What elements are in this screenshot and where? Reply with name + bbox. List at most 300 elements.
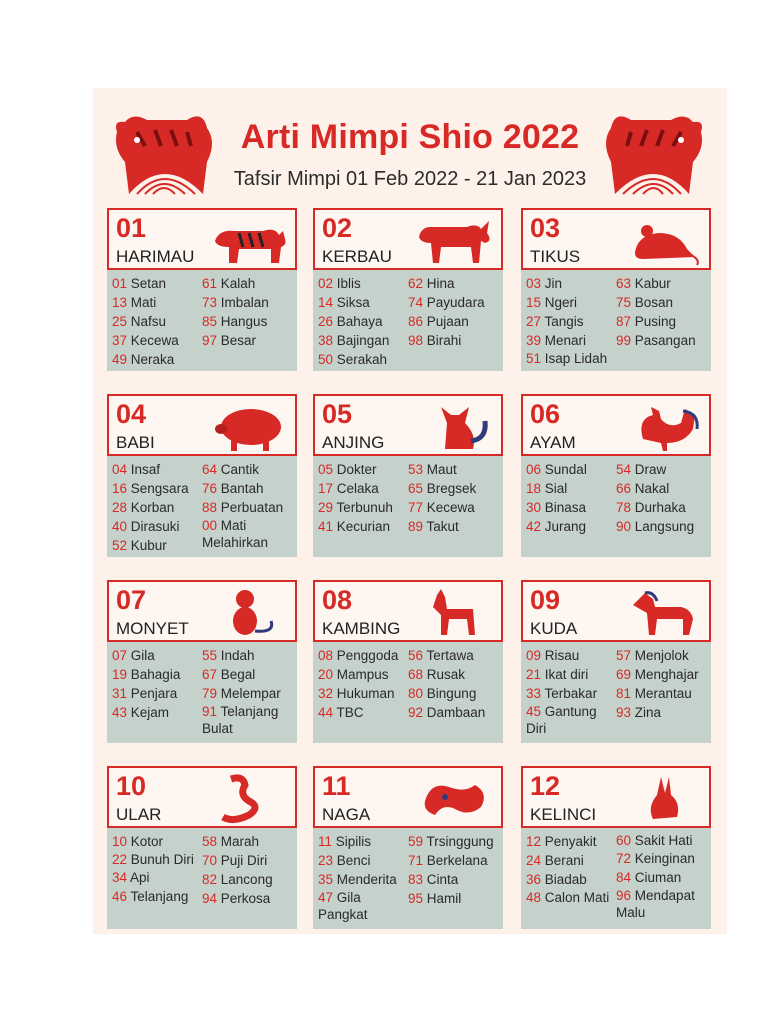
dream-number: 04: [112, 462, 128, 477]
dream-number: 09: [526, 648, 542, 663]
dream-meaning: Keinginan: [631, 851, 695, 866]
number-meaning-item: [408, 517, 476, 536]
shio-card-kelinci: [521, 766, 711, 929]
number-meaning-item: [616, 312, 696, 331]
shio-name: MONYET: [116, 619, 189, 638]
number-meaning-item: [616, 517, 694, 536]
dream-number: 25: [112, 314, 128, 329]
number-column-right: [202, 274, 269, 350]
number-meaning-item: [526, 870, 618, 889]
dream-number: 14: [318, 295, 334, 310]
dream-number: 91: [202, 704, 218, 719]
number-meaning-item: [408, 889, 494, 908]
number-meaning-item: [112, 646, 180, 665]
number-meaning-item: [616, 832, 708, 849]
number-meaning-item: [318, 665, 398, 684]
dream-meaning: Binasa: [541, 500, 587, 515]
number-meaning-item: [318, 293, 389, 312]
dream-number: 16: [112, 481, 128, 496]
shio-number: 02: [322, 213, 353, 243]
number-meaning-item: [616, 479, 694, 498]
dream-meaning: Durhaka: [631, 500, 686, 515]
dream-meaning: Zina: [631, 705, 662, 720]
card-header: [313, 766, 503, 828]
dream-number: 75: [616, 295, 632, 310]
shio-number: 07: [116, 585, 147, 615]
card-header: [107, 208, 297, 270]
dream-number: 13: [112, 295, 128, 310]
dream-meaning: Biadab: [541, 872, 587, 887]
dream-number: 51: [526, 351, 542, 366]
dream-meaning: Hukuman: [333, 686, 395, 701]
dream-number: 06: [526, 462, 542, 477]
dream-number: 57: [616, 648, 632, 663]
dream-meaning: Tertawa: [423, 648, 474, 663]
dream-meaning: Kabur: [631, 276, 671, 291]
dream-number: 18: [526, 481, 542, 496]
number-meaning-item: [408, 498, 476, 517]
number-meaning-item: [616, 274, 696, 293]
number-meaning-item: [318, 312, 389, 331]
dream-meaning: Bantah: [217, 481, 264, 496]
dream-number: 85: [202, 314, 218, 329]
number-meaning-item: [318, 703, 398, 722]
number-meaning-item: [616, 868, 708, 887]
card-body: [313, 456, 503, 557]
shio-name: BABI: [116, 433, 155, 452]
dream-meaning: Hamil: [423, 891, 462, 906]
number-meaning-item: [616, 684, 699, 703]
shio-number: 08: [322, 585, 353, 615]
number-meaning-item: [616, 460, 694, 479]
number-meaning-item: [318, 832, 410, 851]
shio-name: NAGA: [322, 805, 371, 824]
card-header: [521, 766, 711, 828]
dream-number: 76: [202, 481, 218, 496]
dream-meaning: Lancong: [217, 872, 273, 887]
number-meaning-item: [202, 331, 269, 350]
number-meaning-item: [526, 684, 618, 703]
dream-number: 95: [408, 891, 424, 906]
shio-number: 06: [530, 399, 561, 429]
dream-meaning: Telanjang Bulat: [202, 704, 279, 736]
dream-number: 81: [616, 686, 632, 701]
card-body: [313, 642, 503, 743]
number-column-left: [526, 832, 618, 906]
dream-meaning: Berkelana: [423, 853, 488, 868]
monkey-icon: [209, 585, 289, 639]
dream-number: 69: [616, 667, 632, 682]
dream-meaning: Ikat diri: [541, 667, 589, 682]
number-meaning-item: [616, 498, 694, 517]
dream-meaning: Tangis: [541, 314, 584, 329]
dream-meaning: Kejam: [127, 705, 170, 720]
number-meaning-item: [318, 870, 410, 889]
dream-meaning: Begal: [217, 667, 256, 682]
dream-number: 19: [112, 667, 128, 682]
number-column-right: [616, 832, 708, 921]
shio-number: 01: [116, 213, 147, 243]
number-meaning-item: [526, 703, 618, 737]
dream-number: 96: [616, 888, 632, 903]
pig-icon: [209, 399, 289, 453]
dream-meaning: Sundal: [541, 462, 587, 477]
dream-meaning: Bahagia: [127, 667, 181, 682]
dream-meaning: Isap Lidah: [541, 351, 608, 366]
dream-meaning: Serakah: [333, 352, 388, 367]
dream-meaning: Sengsara: [127, 481, 189, 496]
card-body: [521, 642, 711, 743]
dream-number: 58: [202, 834, 218, 849]
dream-meaning: Jin: [541, 276, 563, 291]
dream-meaning: Bosan: [631, 295, 674, 310]
dream-meaning: Api: [127, 870, 150, 885]
dream-number: 36: [526, 872, 542, 887]
shio-card-kambing: [313, 580, 503, 743]
dream-number: 27: [526, 314, 542, 329]
shio-number: 09: [530, 585, 561, 615]
dream-number: 82: [202, 872, 218, 887]
dream-meaning: Benci: [333, 853, 371, 868]
dream-number: 45: [526, 704, 542, 719]
number-meaning-item: [318, 517, 393, 536]
shio-card-ular: [107, 766, 297, 929]
number-meaning-item: [526, 331, 618, 350]
dream-number: 72: [616, 851, 632, 866]
number-meaning-item: [318, 331, 389, 350]
dream-number: 66: [616, 481, 632, 496]
dream-number: 24: [526, 853, 542, 868]
number-column-right: [616, 460, 694, 536]
dream-number: 28: [112, 500, 128, 515]
number-meaning-item: [526, 665, 618, 684]
number-meaning-item: [202, 274, 269, 293]
number-meaning-item: [526, 274, 618, 293]
number-meaning-item: [526, 832, 618, 851]
dream-meaning: Kotor: [127, 834, 164, 849]
dream-number: 33: [526, 686, 542, 701]
card-header: [521, 580, 711, 642]
rooster-icon: [623, 399, 703, 453]
number-column-left: [526, 274, 618, 367]
number-column-right: [616, 274, 696, 350]
number-column-left: [112, 832, 204, 906]
number-column-left: [318, 832, 410, 923]
number-column-left: [318, 646, 398, 722]
dream-number: 02: [318, 276, 334, 291]
dream-number: 79: [202, 686, 218, 701]
dream-meaning: Hangus: [217, 314, 268, 329]
number-meaning-item: [408, 331, 485, 350]
dream-meaning: Mati Melahirkan: [202, 518, 269, 550]
number-meaning-item: [112, 293, 179, 312]
dream-meaning: Indah: [217, 648, 255, 663]
dream-meaning: Pusing: [631, 314, 677, 329]
dream-meaning: Ngeri: [541, 295, 578, 310]
dream-number: 10: [112, 834, 128, 849]
dream-meaning: Birahi: [423, 333, 462, 348]
dream-meaning: Korban: [127, 500, 175, 515]
shio-name: KAMBING: [322, 619, 401, 638]
dream-number: 31: [112, 686, 128, 701]
number-meaning-item: [408, 851, 494, 870]
shio-name: ULAR: [116, 805, 162, 824]
dream-meaning: Sipilis: [332, 834, 372, 849]
dream-meaning: Penyakit: [541, 834, 597, 849]
number-meaning-item: [318, 851, 410, 870]
dream-meaning: Perbuatan: [217, 500, 284, 515]
number-column-right: [408, 646, 485, 722]
dream-number: 92: [408, 705, 424, 720]
dream-number: 49: [112, 352, 128, 367]
shio-card-monyet: [107, 580, 297, 743]
dream-meaning: Neraka: [127, 352, 175, 367]
dream-number: 90: [616, 519, 632, 534]
dream-meaning: Payudara: [423, 295, 485, 310]
dream-number: 46: [112, 889, 128, 904]
dream-number: 48: [526, 890, 542, 905]
number-meaning-item: [526, 517, 587, 536]
dream-meaning: Maut: [423, 462, 457, 477]
dream-meaning: Cinta: [423, 872, 459, 887]
shio-card-anjing: [313, 394, 503, 557]
dream-number: 44: [318, 705, 334, 720]
dream-meaning: Mati: [127, 295, 157, 310]
horse-icon: [623, 585, 703, 639]
dream-number: 61: [202, 276, 218, 291]
number-meaning-item: [112, 665, 180, 684]
dream-meaning: Merantau: [631, 686, 692, 701]
shio-card-harimau: [107, 208, 297, 371]
number-meaning-item: [318, 460, 393, 479]
dream-meaning: Besar: [217, 333, 257, 348]
dream-number: 32: [318, 686, 334, 701]
number-meaning-item: [112, 517, 189, 536]
number-meaning-item: [526, 479, 587, 498]
number-column-right: [408, 832, 494, 908]
number-meaning-item: [616, 646, 699, 665]
dream-number: 38: [318, 333, 334, 348]
number-meaning-item: [318, 684, 398, 703]
dream-number: 07: [112, 648, 128, 663]
dream-meaning: Penggoda: [333, 648, 399, 663]
dream-number: 99: [616, 333, 632, 348]
number-column-left: [526, 460, 587, 536]
dream-number: 11: [318, 834, 333, 849]
number-column-right: [408, 460, 476, 536]
page-title: Arti Mimpi Shio 2022: [240, 118, 580, 156]
number-meaning-item: [318, 889, 410, 923]
number-meaning-item: [408, 274, 485, 293]
dream-number: 15: [526, 295, 542, 310]
number-meaning-item: [202, 684, 294, 703]
shio-number: 04: [116, 399, 147, 429]
number-meaning-item: [318, 479, 393, 498]
number-meaning-item: [318, 498, 393, 517]
dream-number: 98: [408, 333, 424, 348]
number-column-left: [318, 274, 389, 369]
dream-meaning: Menjolok: [631, 648, 689, 663]
dream-meaning: Gantung Diri: [526, 704, 597, 736]
card-header: [107, 580, 297, 642]
dream-number: 70: [202, 853, 218, 868]
dream-number: 35: [318, 872, 334, 887]
shio-card-babi: [107, 394, 297, 557]
dream-meaning: Melempar: [217, 686, 281, 701]
dream-number: 68: [408, 667, 424, 682]
dream-meaning: Bunuh Diri: [127, 852, 194, 867]
dream-number: 30: [526, 500, 542, 515]
dream-meaning: Gila Pangkat: [318, 890, 368, 922]
shio-name: KELINCI: [530, 805, 597, 824]
number-column-left: [526, 646, 618, 737]
dream-meaning: Kecewa: [127, 333, 179, 348]
shio-number: 12: [530, 771, 561, 801]
dream-number: 63: [616, 276, 632, 291]
dream-meaning: Jurang: [541, 519, 587, 534]
dream-number: 23: [318, 853, 334, 868]
card-body: [107, 270, 297, 371]
dream-meaning: Berani: [541, 853, 584, 868]
dream-number: 00: [202, 518, 218, 533]
number-meaning-item: [408, 460, 476, 479]
number-meaning-item: [526, 646, 618, 665]
dream-meaning: Menghajar: [631, 667, 699, 682]
number-meaning-item: [408, 646, 485, 665]
dream-number: 60: [616, 833, 632, 848]
dream-number: 54: [616, 462, 632, 477]
number-column-right: [202, 460, 294, 551]
number-meaning-item: [202, 851, 273, 870]
card-body: [313, 270, 503, 371]
number-meaning-item: [526, 293, 618, 312]
dream-meaning: Nakal: [631, 481, 670, 496]
dream-number: 77: [408, 500, 424, 515]
dream-number: 88: [202, 500, 218, 515]
dream-meaning: Menderita: [333, 872, 397, 887]
dream-number: 01: [112, 276, 128, 291]
dream-number: 59: [408, 834, 424, 849]
dream-number: 39: [526, 333, 542, 348]
number-meaning-item: [112, 832, 204, 851]
number-meaning-item: [616, 887, 708, 921]
goat-icon: [415, 585, 495, 639]
dream-meaning: Telanjang: [127, 889, 189, 904]
card-header: [521, 208, 711, 270]
number-meaning-item: [408, 870, 494, 889]
shio-name: AYAM: [530, 433, 576, 452]
shio-number: 05: [322, 399, 353, 429]
number-meaning-item: [202, 870, 273, 889]
tiger-icon: [209, 213, 289, 267]
card-body: [521, 456, 711, 557]
dream-number: 64: [202, 462, 218, 477]
dream-number: 40: [112, 519, 128, 534]
number-meaning-item: [616, 293, 696, 312]
dream-meaning: Kalah: [217, 276, 256, 291]
card-header: [313, 394, 503, 456]
dream-number: 12: [526, 834, 542, 849]
card-header: [521, 394, 711, 456]
dream-meaning: Rusak: [423, 667, 466, 682]
number-meaning-item: [202, 517, 294, 551]
number-meaning-item: [202, 832, 273, 851]
dream-meaning: Bajingan: [333, 333, 390, 348]
number-meaning-item: [408, 684, 485, 703]
number-meaning-item: [112, 460, 189, 479]
dream-number: 94: [202, 891, 218, 906]
dream-number: 78: [616, 500, 632, 515]
number-meaning-item: [112, 851, 204, 868]
dream-number: 56: [408, 648, 424, 663]
number-column-right: [202, 832, 273, 908]
dream-number: 74: [408, 295, 424, 310]
dream-number: 52: [112, 538, 128, 553]
dragon-icon: [415, 771, 495, 825]
dream-number: 05: [318, 462, 334, 477]
number-meaning-item: [318, 350, 389, 369]
number-column-left: [112, 646, 180, 722]
dream-meaning: Gila: [127, 648, 155, 663]
number-column-left: [112, 460, 189, 555]
number-meaning-item: [202, 460, 294, 479]
dream-meaning: Calon Mati: [541, 890, 610, 905]
card-body: [107, 828, 297, 929]
dream-meaning: Sial: [541, 481, 568, 496]
shio-number: 11: [322, 771, 351, 801]
dream-meaning: Dokter: [333, 462, 377, 477]
dream-meaning: Siksa: [333, 295, 370, 310]
dream-meaning: Hina: [423, 276, 455, 291]
dream-number: 67: [202, 667, 218, 682]
dream-meaning: Pasangan: [631, 333, 696, 348]
shio-name: TIKUS: [530, 247, 581, 266]
dream-number: 08: [318, 648, 334, 663]
dream-meaning: Pujaan: [423, 314, 469, 329]
dream-number: 89: [408, 519, 424, 534]
dream-meaning: Mendapat Malu: [616, 888, 695, 920]
dream-number: 20: [318, 667, 334, 682]
card-header: [313, 208, 503, 270]
dog-icon: [415, 399, 495, 453]
dream-number: 83: [408, 872, 424, 887]
shio-card-ayam: [521, 394, 711, 557]
number-meaning-item: [616, 849, 708, 868]
number-meaning-item: [526, 889, 618, 906]
dream-number: 55: [202, 648, 218, 663]
dream-meaning: Bingung: [423, 686, 477, 701]
shio-name: KERBAU: [322, 247, 392, 266]
dream-meaning: Puji Diri: [217, 853, 268, 868]
dream-number: 41: [318, 519, 334, 534]
number-meaning-item: [526, 851, 618, 870]
shio-number: 10: [116, 771, 147, 801]
snake-icon: [209, 771, 289, 825]
page-subtitle: Tafsir Mimpi 01 Feb 2022 - 21 Jan 2023: [233, 168, 587, 190]
dream-number: 43: [112, 705, 128, 720]
dream-number: 65: [408, 481, 424, 496]
dream-meaning: Takut: [423, 519, 459, 534]
number-column-left: [112, 274, 179, 369]
number-meaning-item: [526, 498, 587, 517]
shio-number: 03: [530, 213, 561, 243]
dream-number: 73: [202, 295, 218, 310]
dream-number: 37: [112, 333, 128, 348]
dream-meaning: Bregsek: [423, 481, 477, 496]
dream-number: 53: [408, 462, 424, 477]
dream-meaning: Sakit Hati: [631, 833, 693, 848]
dream-number: 17: [318, 481, 334, 496]
